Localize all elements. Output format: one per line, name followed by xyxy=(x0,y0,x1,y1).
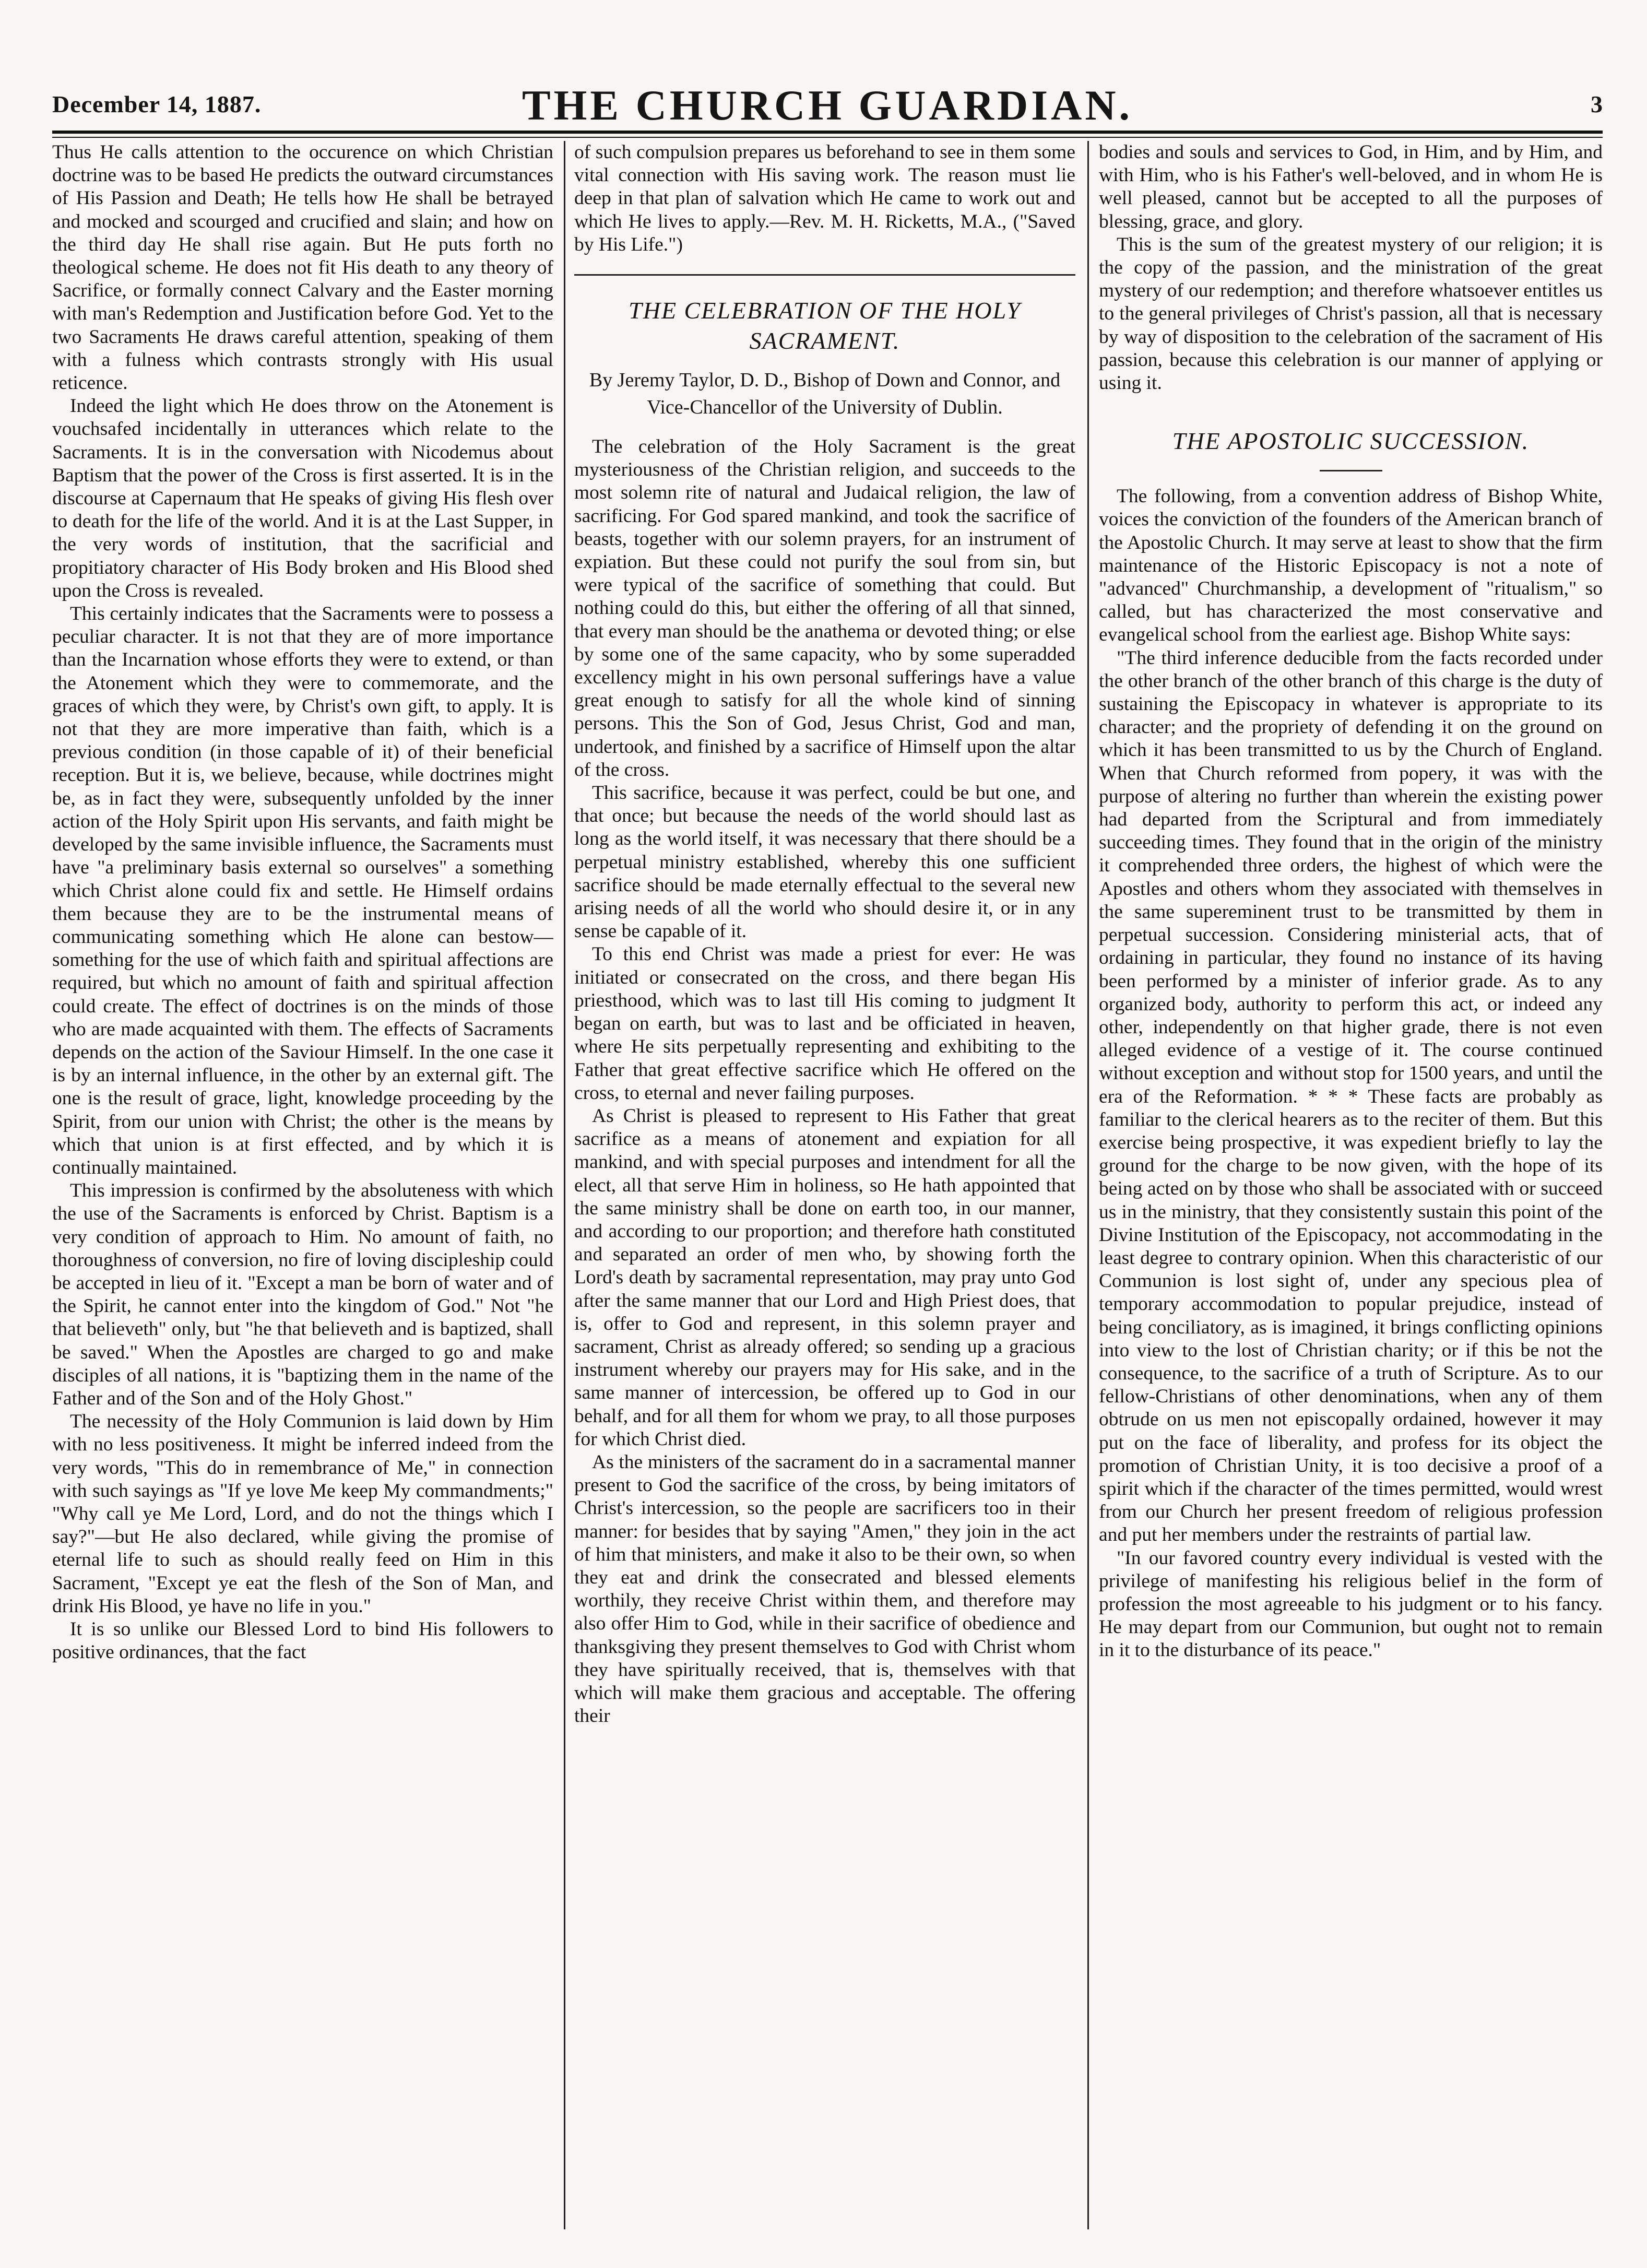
heading-rule xyxy=(1320,470,1382,471)
column-divider-2 xyxy=(1087,141,1089,2229)
masthead-rule-thick xyxy=(52,131,1603,134)
article-byline: By Jeremy Taylor, D. D., Bishop of Down and Connor, and Vice-Chancellor of the University of Dublin. xyxy=(589,369,1061,419)
article-paragraph: "In our favored country every individual is vested with the privilege of manifesting his religious belief in the form of profession the most agreeable to his judgment or to his fancy. He may depart from our Communion, but ought not to remain in it to the disturbance of its peace." xyxy=(1099,1547,1603,1661)
masthead xyxy=(52,81,1603,128)
article-paragraph: Indeed the light which He does throw on the Atonement is vouchsafed incidentally in utterances which relate to the Sacraments. It is in the conversation with Nicodemus about Baptism that the power of the Cross is first asserted. It is in the discourse at Capernaum that He speaks of giving His flesh over to death for the life of the world. And it is at the Last Supper, in the very words of institution, that the sacrificial and propitiatory character of His Body broken and His Blood shed upon the Cross is revealed. xyxy=(52,395,553,601)
article-paragraph: This sacrifice, because it was perfect, could be but one, and that once; but because the needs of the world should last as long as the world itself, it was necessary that there should be a perpetual ministry established, whereby this one sufficient sacrifice should be made eternally effectual to the several new arising needs of all the world who should desire it, or in any sense be capable of it. xyxy=(574,782,1075,942)
article-paragraph: As Christ is pleased to represent to His Father that great sacrifice as a means of atonement and expiation for all mankind, and with special purposes and intendment for all the elect, all that serve Him in holiness, so He hath appointed that the same ministry shall be done on earth too, in our manner, and according to our proportion; and therefore hath constituted and separated an order of men who, by showing forth the Lord's death by sacramental representation, may pray unto God after the same manner that our Lord and High Priest does, that is, offer to God and represent, in this solemn prayer and sacrament, Christ as already offered; so sending up a gracious instrument whereby our prayers may for His sake, and in the same manner of intercession, be offered up to God in our behalf, and for all them for whom we pray, to all those purposes for which Christ died. xyxy=(574,1105,1075,1450)
article-paragraph: "The third inference deducible from the facts recorded under the other branch of the other branch of this charge is the duty of sustaining the Episcopacy in whatever is appropriate to its character; and the propriety of defending it on the ground on which it has been transmitted to us by the Church of England. When that Church reformed from popery, it was with the purpose of altering no further than wherein the existing power had departed from the Scriptural and from immediately succeeding times. They found that in the origin of the ministry it comprehended three orders, the highest of which were the Apostles and others whom they associated with themselves in the same supereminent trust to be transmitted by them in perpetual succession. Considering ministerial acts, that of ordaining in particular, they found no instance of its having been performed by a minister of inferior grade. As to any organized body, authority to perform this act, or indeed any other, independently on that higher grade, there is not even alleged evidence of a vestige of it. The course continued without exception and without stop for 1500 years, and until the era of the Reformation. * * * These facts are probably as familiar to the clerical hearers as to the reciter of them. But this exercise being prospective, it was expedient briefly to lay the ground for the charge to be now given, with the hope of its being acted on by those who shall be associated with or succeed us in the ministry, that they consistently sustain this point of the Divine Institution of the Episcopacy, not accommodating in the least degree to contrary opinion. When this characteristic of our Communion is lost sight of, under any specious plea of temporary accommodation to popular prejudice, instead of being conciliatory, as is imagined, it brings conflicting opinions into view to the lost of Christian charity; or if this be not the consequence, to the sacrifice of a truth of Scripture. As to our fellow-Christians of other denominations, when any of them obtrude on us men not episcopally ordained, however it may put on the face of liberality, and profess for its object the promotion of Christian Unity, it is too decisive a proof of a spirit which if the character of the times permitted, would wrest from our Church her present freedom of religious profession and put her members under the restraints of partial law. xyxy=(1099,647,1603,1546)
column-3 xyxy=(1099,141,1603,2235)
article-paragraph: It is so unlike our Blessed Lord to bind His followers to positive ordinances, that the fact xyxy=(52,1619,553,1663)
newspaper-title: THE CHURCH GUARDIAN. xyxy=(522,81,1133,129)
column-1 xyxy=(52,141,553,2235)
article-paragraph: To this end Christ was made a priest for ever: He was initiated or consecrated on the cross, and there began His priesthood, which was to last till His coming to judgment It began on earth, but was to last and be officiated in heaven, where He sits perpetually representing and exhibiting to the Father that great effective sacrifice which He offered on the cross, to eternal and never failing purposes. xyxy=(574,943,1075,1104)
article-paragraph: This impression is confirmed by the absoluteness with which the use of the Sacraments is enforced by Christ. Baptism is a very condition of approach to Him. No amount of faith, no thoroughness of conversion, no fire of loving discipleship could be accepted in lieu of it. "Except a man be born of water and of the Spirit, he cannot enter into the kingdom of God." Not "he that believeth" only, but "he that believeth and is baptized, shall be saved." When the Apostles are charged to go and make disciples of all nations, it is "baptizing them in the name of the Father and of the Son and of the Holy Ghost." xyxy=(52,1180,553,1409)
issue-date: December 14, 1887. xyxy=(52,91,262,117)
article-paragraph: The following, from a convention address of Bishop White, voices the conviction of the founders of the American branch of the Apostolic Church. It may serve at least to show that the firm maintenance of the Historic Episcopacy is not a note of "advanced" Churchmanship, a development of "ritualism," so called, but has characterized the most conservative and evangelical school from the earliest age. Bishop White says: xyxy=(1099,486,1603,646)
article-paragraph: Thus He calls attention to the occurence on which Christian doctrine was to be based He predicts the outward circumstances of His Passion and Death; He tells how He shall be betrayed and mocked and scourged and crucified and slain; and how on the third day He shall rise again. But He puts forth no theological scheme. He does not fit His death to any theory of Sacrifice, or formally connect Calvary and the Easter morning with man's Redemption and Justification before God. Yet to the two Sacraments He draws careful attention, speaking of them with a fulness which contrasts strongly with His usual reticence. xyxy=(52,141,553,394)
article-paragraph: This is the sum of the greatest mystery of our religion; it is the copy of the passion, and the ministration of the great mystery of our redemption; and therefore whatsoever entitles us to the general privileges of Christ's passion, all that is necessary by way of disposition to the celebration of the sacrament of His passion, because this celebration is our manner of applying or using it. xyxy=(1099,233,1603,394)
article-continuation: of such compulsion prepares us beforehand to see in them some vital connection with His saving work. The reason must lie deep in that plan of salvation which He came to work out and which He lives to apply.—Rev. M. H. Ricketts, M.A., ("Saved by His Life.") xyxy=(574,141,1075,255)
article-paragraph: The celebration of the Holy Sacrament is the great mysteriousness of the Christian religion, and succeeds to the most solemn rite of natural and Judaical religion, the law of sacrificing. For God spared mankind, and took the sacrifice of beasts, together with our solemn prayers, for an instrument of expiation. But these could not purify the soul from sin, but were typical of the sacrifice of something that could. But nothing could do this, but either the offering of all that sinned, that every man should be the anathema or devoted thing; or else by some one of the same capacity, who by some superadded excellency might in his own personal sufferings have a value great enough to satisfy for all the whole kind of sinning persons. This the Son of God, Jesus Christ, God and man, undertook, and finished by a sacrifice of Himself upon the altar of the cross. xyxy=(574,436,1075,781)
article-heading: THE APOSTOLIC SUCCESSION. xyxy=(1172,428,1530,455)
article-heading: THE CELEBRATION OF THE HOLY SACRAMENT. xyxy=(629,297,1021,355)
page-number: 3 xyxy=(1591,91,1603,117)
masthead-rule-thin xyxy=(52,137,1603,138)
article-paragraph: The necessity of the Holy Communion is laid down by Him with no less positiveness. It might be inferred indeed from the very words, "This do in remembrance of Me," in connection with such sayings as "If ye love Me keep My commandments;" "Why call ye Me Lord, Lord, and do not the things which I say?"—but He also declared, while giving the promise of eternal life to such as should really feed on Him in this Sacrament, "Except ye eat the flesh of the Son of Man, and drink His Blood, ye have no life in you." xyxy=(52,1411,553,1617)
article-paragraph: This certainly indicates that the Sacraments were to possess a peculiar character. It is not that they are of more importance than the Incarnation whose efforts they were to extend, or than the Atonement which they were to commemorate, and the graces of which they were, by Christ's own gift, to apply. It is not that they are more imperative than faith, which is a previous condition (in those capable of it) of their beneficial reception. But it is, we believe, because, while doctrines might be, as in fact they were, subsequently unfolded by the inner action of the Holy Spirit upon His servants, and faith might be developed by the same invisible influence, the Sacraments must have "a preliminary basis external so ourselves" a something which Christ alone could fix and settle. He Himself ordains them because they are to be the instrumental means of communicating something which He alone can bestow—something for the use of which faith and spiritual affections are required, but which no amount of faith and spiritual affection could create. The effect of doctrines is on the minds of those who are made acquainted with them. The effects of Sacraments depends on the action of the Saviour Himself. In the one case it is by an internal influence, in the other by an external gift. The one is the result of grace, light, knowledge proceeding by the Spirit, from our union with Christ; the other is the means by which that union is at first effected, and by which it is continually maintained. xyxy=(52,603,553,1178)
article-paragraph: As the ministers of the sacrament do in a sacramental manner present to God the sacrifice of the cross, by being imitators of Christ's intercession, so the people are sacrificers too in their manner: for besides that by saying "Amen," they join in the act of him that ministers, and make it also to be their own, so when they eat and drink the consecrated and blessed elements worthily, they receive Christ within them, and therefore may also offer Him to God, while in their sacrifice of obedience and thanksgiving they present themselves to God with Christ whom they have spiritually received, that is, themselves with that which will make them gracious and acceptable. The offering their xyxy=(574,1451,1075,1727)
section-rule xyxy=(574,274,1075,276)
article-continuation: bodies and souls and services to God, in Him, and by Him, and with Him, who is his Father's well-beloved, and in whom He is well pleased, cannot but be accepted to all the purposes of blessing, grace, and glory. xyxy=(1099,141,1603,232)
column-2 xyxy=(574,141,1075,2235)
column-divider-1 xyxy=(564,141,565,2229)
